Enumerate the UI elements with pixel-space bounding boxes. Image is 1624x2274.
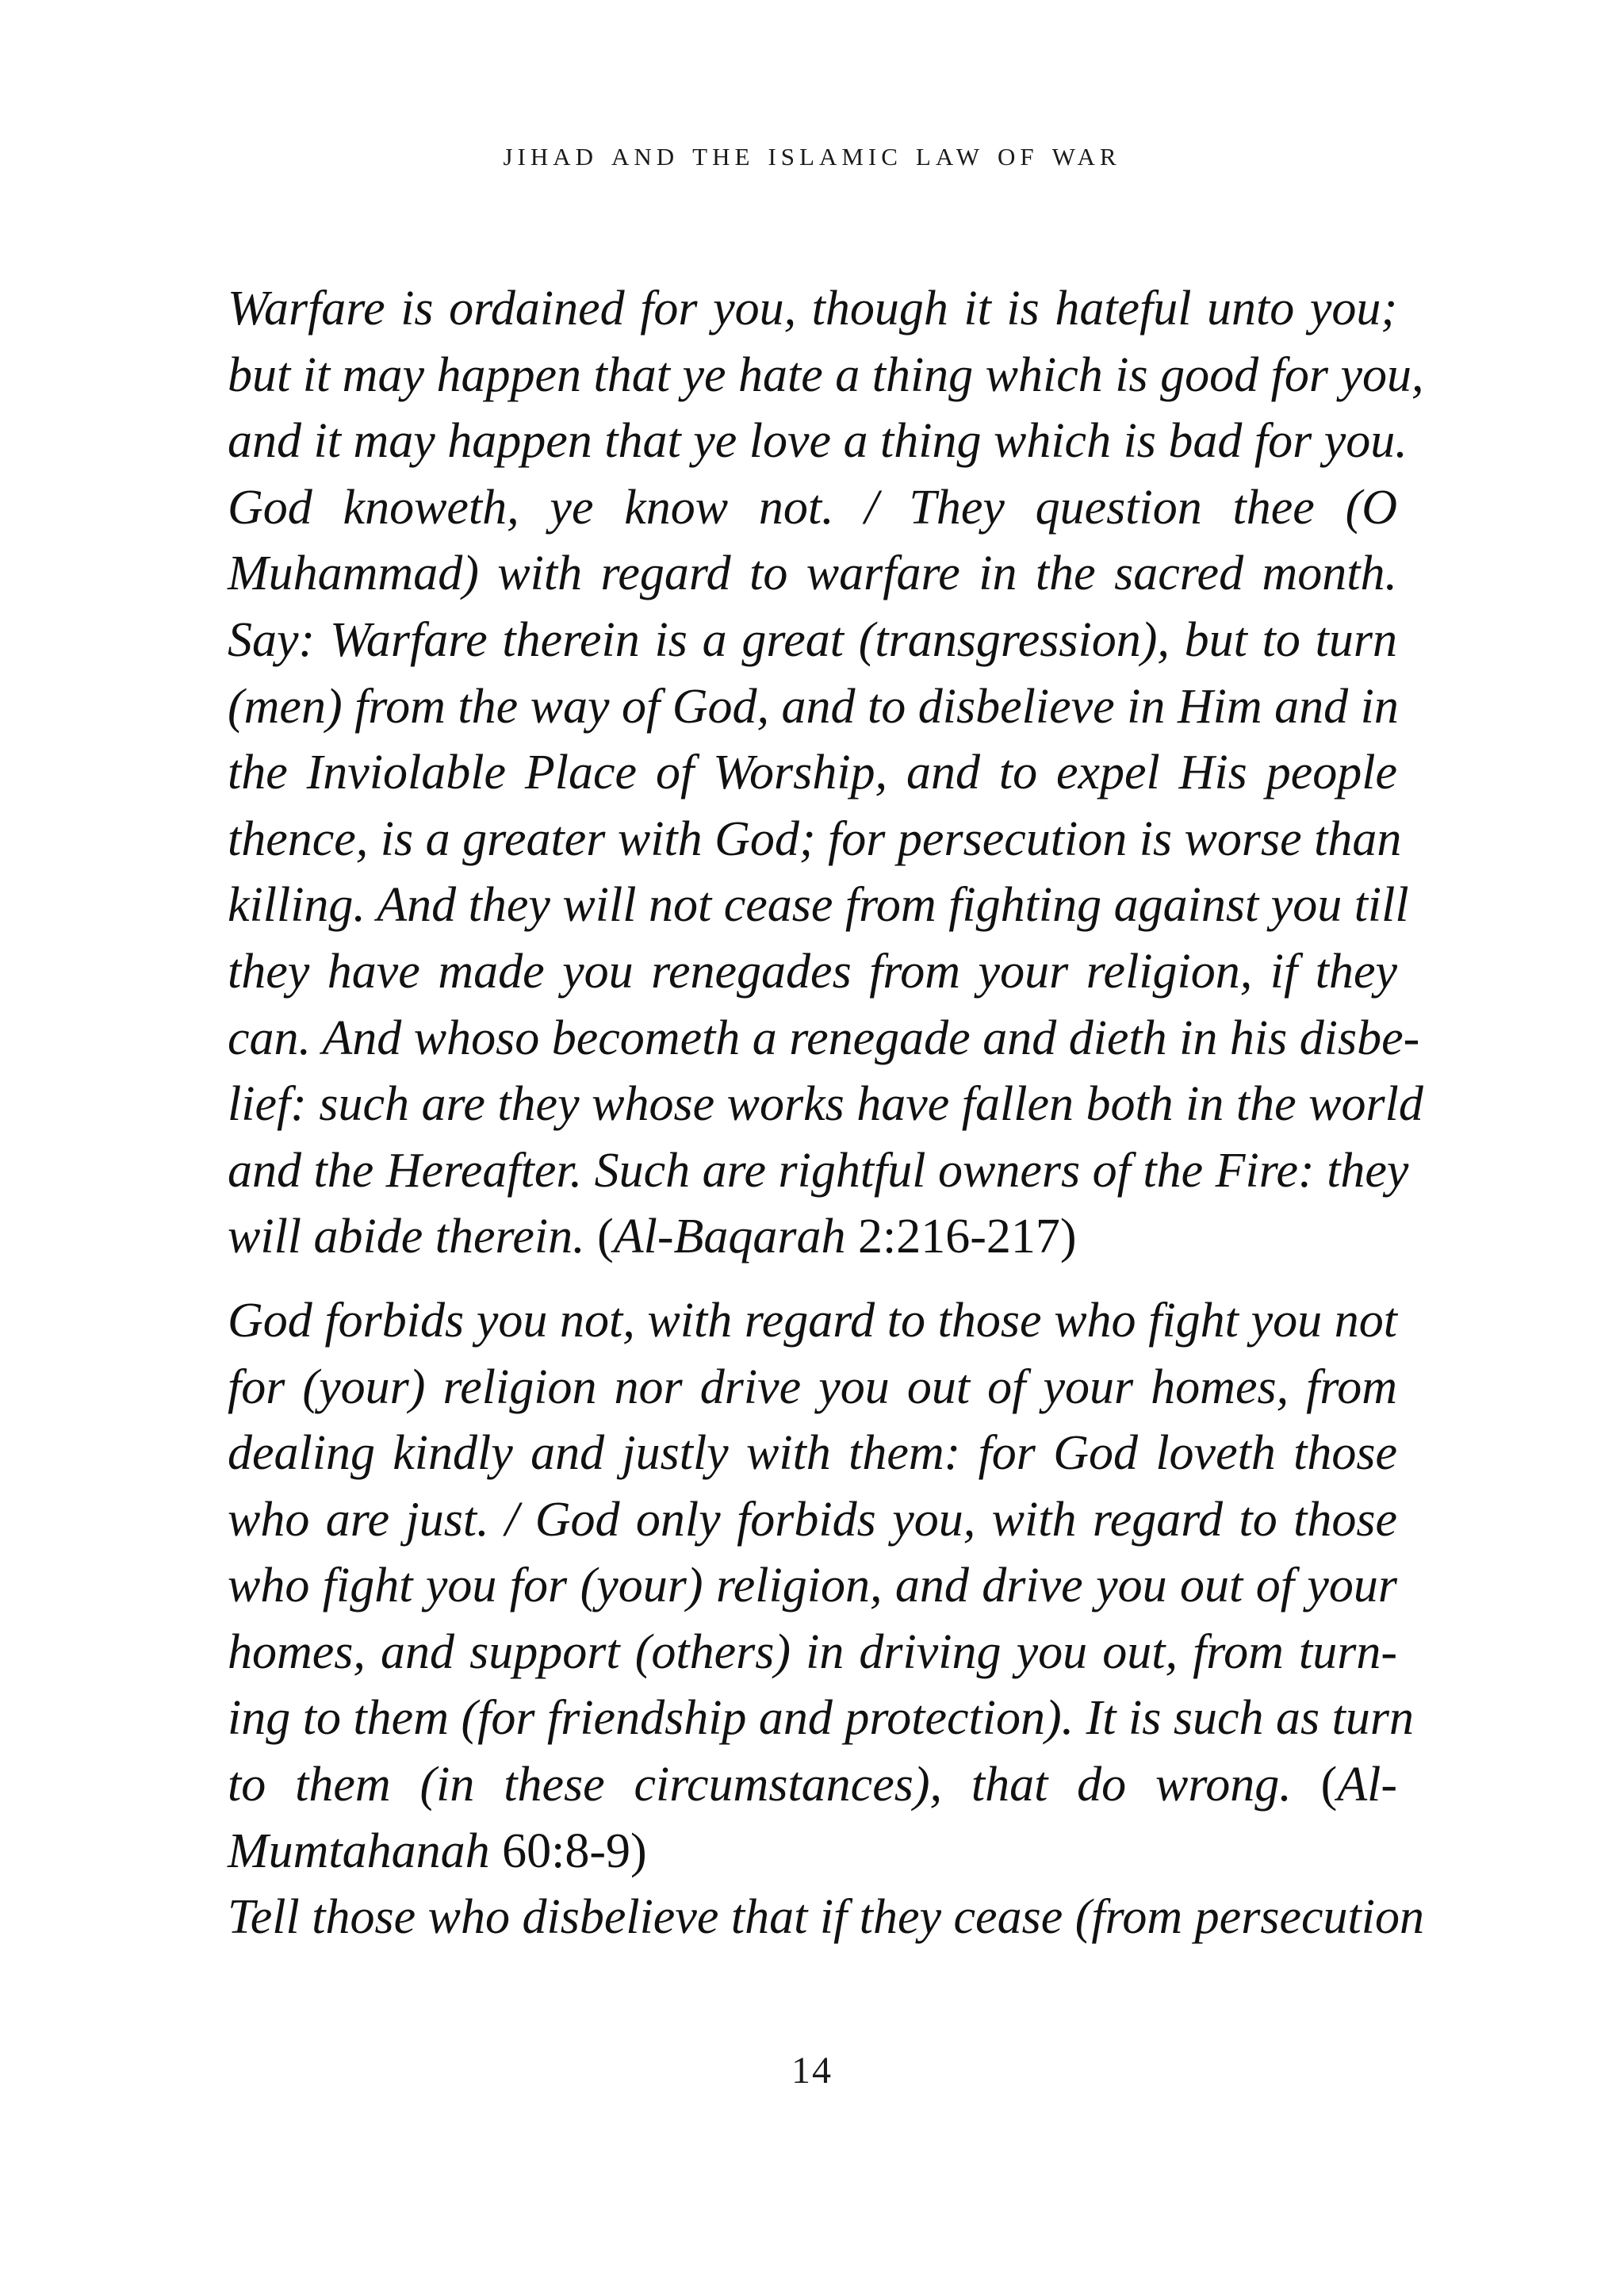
passage-1-line-3: and it may happen that ye love a thing which is bad for you. [228, 414, 1408, 469]
page-number: 14 [791, 2050, 833, 2092]
passage-2-line-7: ing to them (for friendship and protection). It is such as turn [228, 1691, 1414, 1746]
citation-reference: 2:216-217 [858, 1210, 1060, 1264]
passage-1-line-4: God knoweth, ye know not. / They question thee (O [228, 480, 1397, 535]
passage-1-line-12: can. And whoso becometh a renegade and dieth in his disbe- [228, 1010, 1420, 1065]
passage-1-line-15-text: will abide therein. [228, 1210, 585, 1264]
passage-1-line-6: Say: Warfare therein is a great (transgression), but to turn [228, 612, 1397, 667]
passage-1-line-8: the Inviolable Place of Worship, and to expel His people [228, 746, 1397, 800]
citation-source-part-1: Al- [1337, 1758, 1398, 1812]
citation-open-paren: ( [1320, 1758, 1338, 1812]
passage-1-line-9: thence, is a greater with God; for persecution is worse than [228, 811, 1402, 866]
passage-1-line-10: killing. And they will not cease from fighting against you till [228, 878, 1409, 933]
passage-1-line-15 [228, 1204, 1397, 1271]
passage-1-line-14: and the Hereafter. Such are rightful owners of the Fire: they [228, 1143, 1409, 1198]
passage-2-line-8 [228, 1752, 1397, 1819]
paragraph-gap [228, 1271, 1397, 1288]
passage-1-line-5: Muhammad) with regard to warfare in the sacred month. [228, 546, 1397, 601]
passage-1-line-2: but it may happen that ye hate a thing which is good for you, [228, 347, 1424, 402]
passage-2-line-8-text: to them (in these circumstances), that do wrong. [228, 1758, 1292, 1812]
passage-2-line-1: God forbids you not, with regard to those who fight you not [228, 1293, 1397, 1348]
passage-2-line-9 [228, 1819, 1397, 1885]
passage-1-line-11: they have made you renegades from your religion, if they [228, 944, 1397, 999]
running-head: jihad and the islamic law of war [503, 134, 1121, 173]
citation-source: Al-Baqarah [613, 1210, 846, 1264]
passage-2-line-4: who are just. / God only forbids you, with regard to those [228, 1492, 1397, 1547]
citation-source-part-2: Mumtahanah [228, 1823, 490, 1878]
passage-1-line-7: (men) from the way of God, and to disbelieve in Him and in [228, 679, 1399, 734]
passage-1-line-1: Warfare is ordained for you, though it is hateful unto you; [228, 282, 1397, 336]
citation-reference: 60:8-9 [502, 1823, 631, 1878]
passage-2-line-10: Tell those who disbelieve that if they cease (from persecution [228, 1890, 1424, 1945]
passage-2-line-3: dealing kindly and justly with them: for God loveth those [228, 1426, 1397, 1481]
citation-close-paren: ) [1059, 1210, 1077, 1264]
passage-1-line-13: lief: such are they whose works have fallen both in the world [228, 1077, 1423, 1132]
passage-2-line-2: for (your) religion nor drive you out of your homes, from [228, 1359, 1397, 1414]
citation-open-paren: ( [597, 1210, 614, 1264]
scripture-quotation-block [228, 276, 1424, 1951]
citation-close-paren: ) [630, 1823, 647, 1878]
passage-2-line-5: who fight you for (your) religion, and drive you out of your [228, 1559, 1397, 1613]
passage-2-line-6: homes, and support (others) in driving you out, from turn- [228, 1624, 1397, 1679]
